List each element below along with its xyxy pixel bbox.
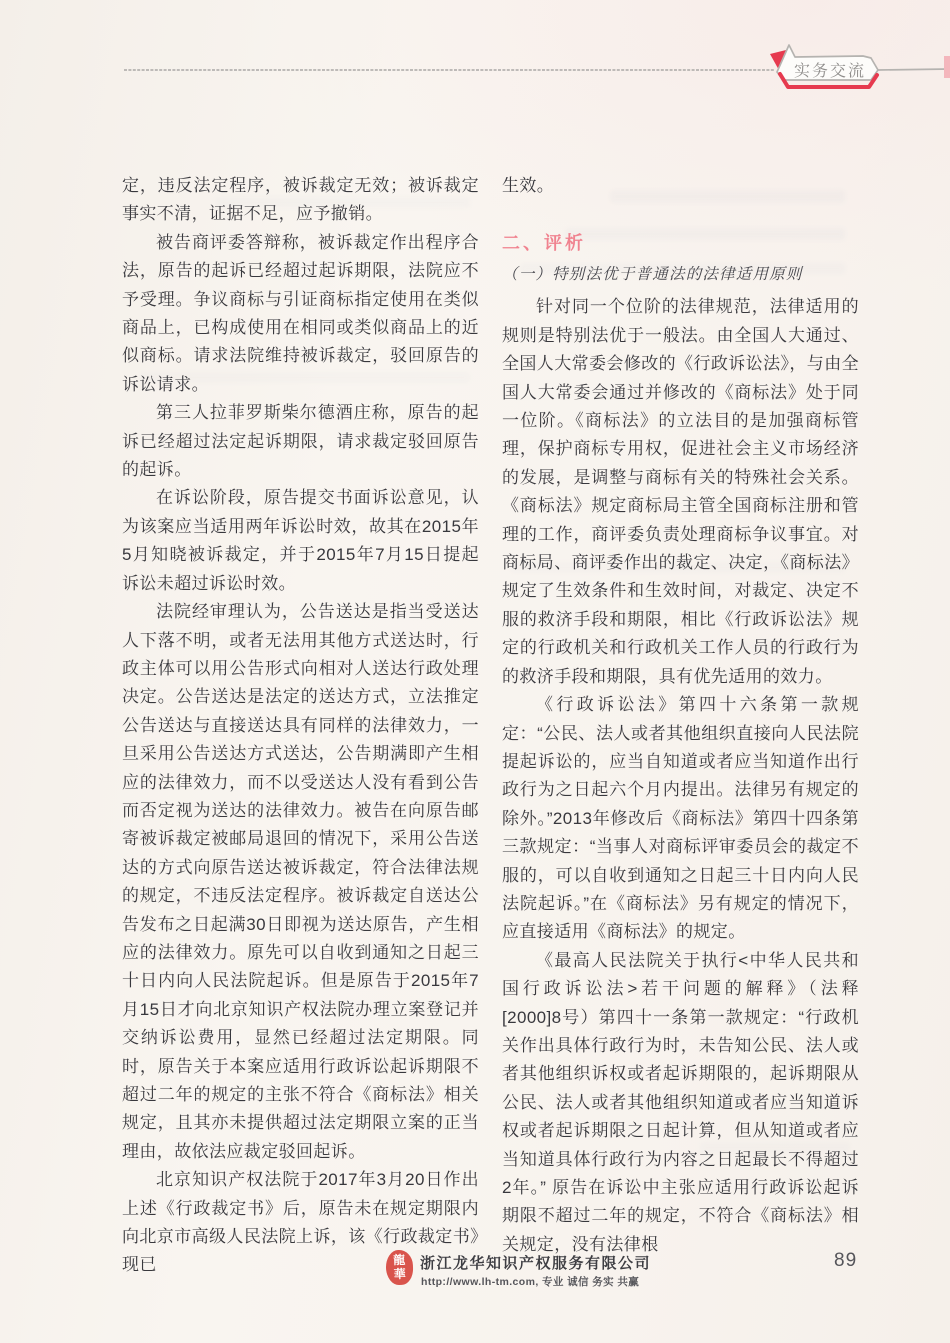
- subsection-heading: （一）特别法优于普通法的法律适用原则: [502, 266, 803, 284]
- seal-char-top: 龍: [392, 1252, 406, 1267]
- body-paragraph: 第三人拉菲罗斯柴尔德酒庄称，原告的起诉已经超过法定起诉期限，请求裁定驳回原告的起诉。: [122, 403, 479, 480]
- body-paragraph: 在诉讼阶段，原告提交书面诉讼意见，认为该案应当适用两年诉讼时效，故其在2015年5月知晓被诉裁定，并于2015年7月15日提起诉讼未超过诉讼时效。: [122, 488, 479, 593]
- footer-company-name: 浙江龙华知识产权服务有限公司: [420, 1255, 652, 1272]
- left-column: [122, 172, 479, 1280]
- body-paragraph: 北京知识产权法院于2017年3月20日作出上述《行政裁定书》后，原告未在规定期限内向北京市高级人民法院上诉，该《行政裁定书》现已: [122, 1170, 479, 1275]
- body-paragraph: 法院经审理认为，公告送达是指当受送达人下落不明，或者无法用其他方式送达时，行政主体可以用公告形式向相对人送达行政处理决定。公告送达是法定的送达方式，立法推定公告送达与直接送达具有同样的法律效力，一旦采用公告送达方式送达，公告期满即产生相应的法律效力，而不以受送达人没有看到公告而否定视为送达的法律效力。被告在向原告邮寄被诉裁定被邮局退回的情况下，采用公告送达的方式向原告送达被诉裁定，符合法律法规的规定，不违反法定程序。被诉裁定自送达公告发布之日起满30日即视为送达原告，产生相应的法律效力。原先可以自收到通知之日起三十日内向人民法院起诉。但是原告于2015年7月15日才向北京知识产权法院办理立案登记并交纳诉讼费用，显然已经超过法定期限。同时，原告关于本案应适用行政诉讼起诉期限不超过二年的规定的主张不符合《商标法》相关规定，且其亦未提供超过法定期限立案的正当理由，故依法应裁定驳回起诉。: [122, 602, 479, 1161]
- right-column: [502, 172, 859, 1259]
- body-paragraph: 《最高人民法院关于执行<中华人民共和国行政诉讼法>若干问题的解释》（法释[2000]8号）第四十一条第一款规定：“行政机关作出具体行政行为时，未告知公民、法人或者其他组织诉权或者起诉期限的，起诉期限从公民、法人或者其他组织知道或者应当知道诉权或者起诉期限之日起计算，但从知道或者应当知道具体行政行为内容之日起最长不得超过2年。” 原告在诉讼中主张应适用行政诉讼起诉期限不超过二年的规定，不符合《商标法》相关规定，没有法律根: [502, 950, 859, 1254]
- body-paragraph: 定，违反法定程序，被诉裁定无效；被诉裁定事实不清，证据不足，应予撤销。: [122, 176, 479, 224]
- section-tag-label: 实务交流: [793, 63, 866, 80]
- section-heading: 二、评析: [502, 233, 586, 254]
- seal-char-bottom: 華: [393, 1266, 406, 1281]
- footer-url-tagline: http://www.lh-tm.com, 专业 诚信 务实 共赢: [421, 1276, 640, 1288]
- body-paragraph: 《行政诉讼法》第四十六条第一款规定：“公民、法人或者其他组织直接向人民法院提起诉讼的，应当自知道或者应当知道作出行政行为之日起六个月内提出。法律另有规定的除外。”2013年修改后《商标法》第四十四条第三款规定：“当事人对商标评审委员会的裁定不服的，可以自收到通知之日起三十日内向人民法院起诉。”在《商标法》另有规定的情况下，应直接适用《商标法》的规定。: [502, 695, 859, 942]
- company-seal-logo: [385, 1250, 413, 1286]
- header-rule-right: [878, 69, 950, 70]
- body-paragraph-continuation: 生效。: [502, 176, 555, 195]
- page-edge-mark: [944, 56, 950, 78]
- page-number: 89: [834, 1250, 858, 1271]
- body-paragraph: 被告商评委答辩称，被诉裁定作出程序合法，原告的起诉已经超过起诉期限，法院应不予受理。争议商标与引证商标指定使用在类似商品上，已构成使用在相同或类似商品上的近似商标。请求法院维持被诉裁定，驳回原告的诉讼请求。: [122, 232, 479, 394]
- body-paragraph: 针对同一个位阶的法律规范，法律适用的规则是特别法优于一般法。由全国人大通过、全国人大常委会修改的《行政诉讼法》，与由全国人大常委会通过并修改的《商标法》处于同一位阶。《商标法》的立法目的是加强商标管理，保护商标专用权，促进社会主义市场经济的发展，是调整与商标有关的特殊社会关系。《商标法》规定商标局主管全国商标注册和管理的工作，商评委负责处理商标争议事宜。对商标局、商评委作出的裁定、决定，《商标法》规定了生效条件和生效时间，对裁定、决定不服的救济手段和期限，相比《行政诉讼法》规定的行政机关和行政机关工作人员的行政行为的救济手段和期限，具有优先适用的效力。: [502, 297, 859, 686]
